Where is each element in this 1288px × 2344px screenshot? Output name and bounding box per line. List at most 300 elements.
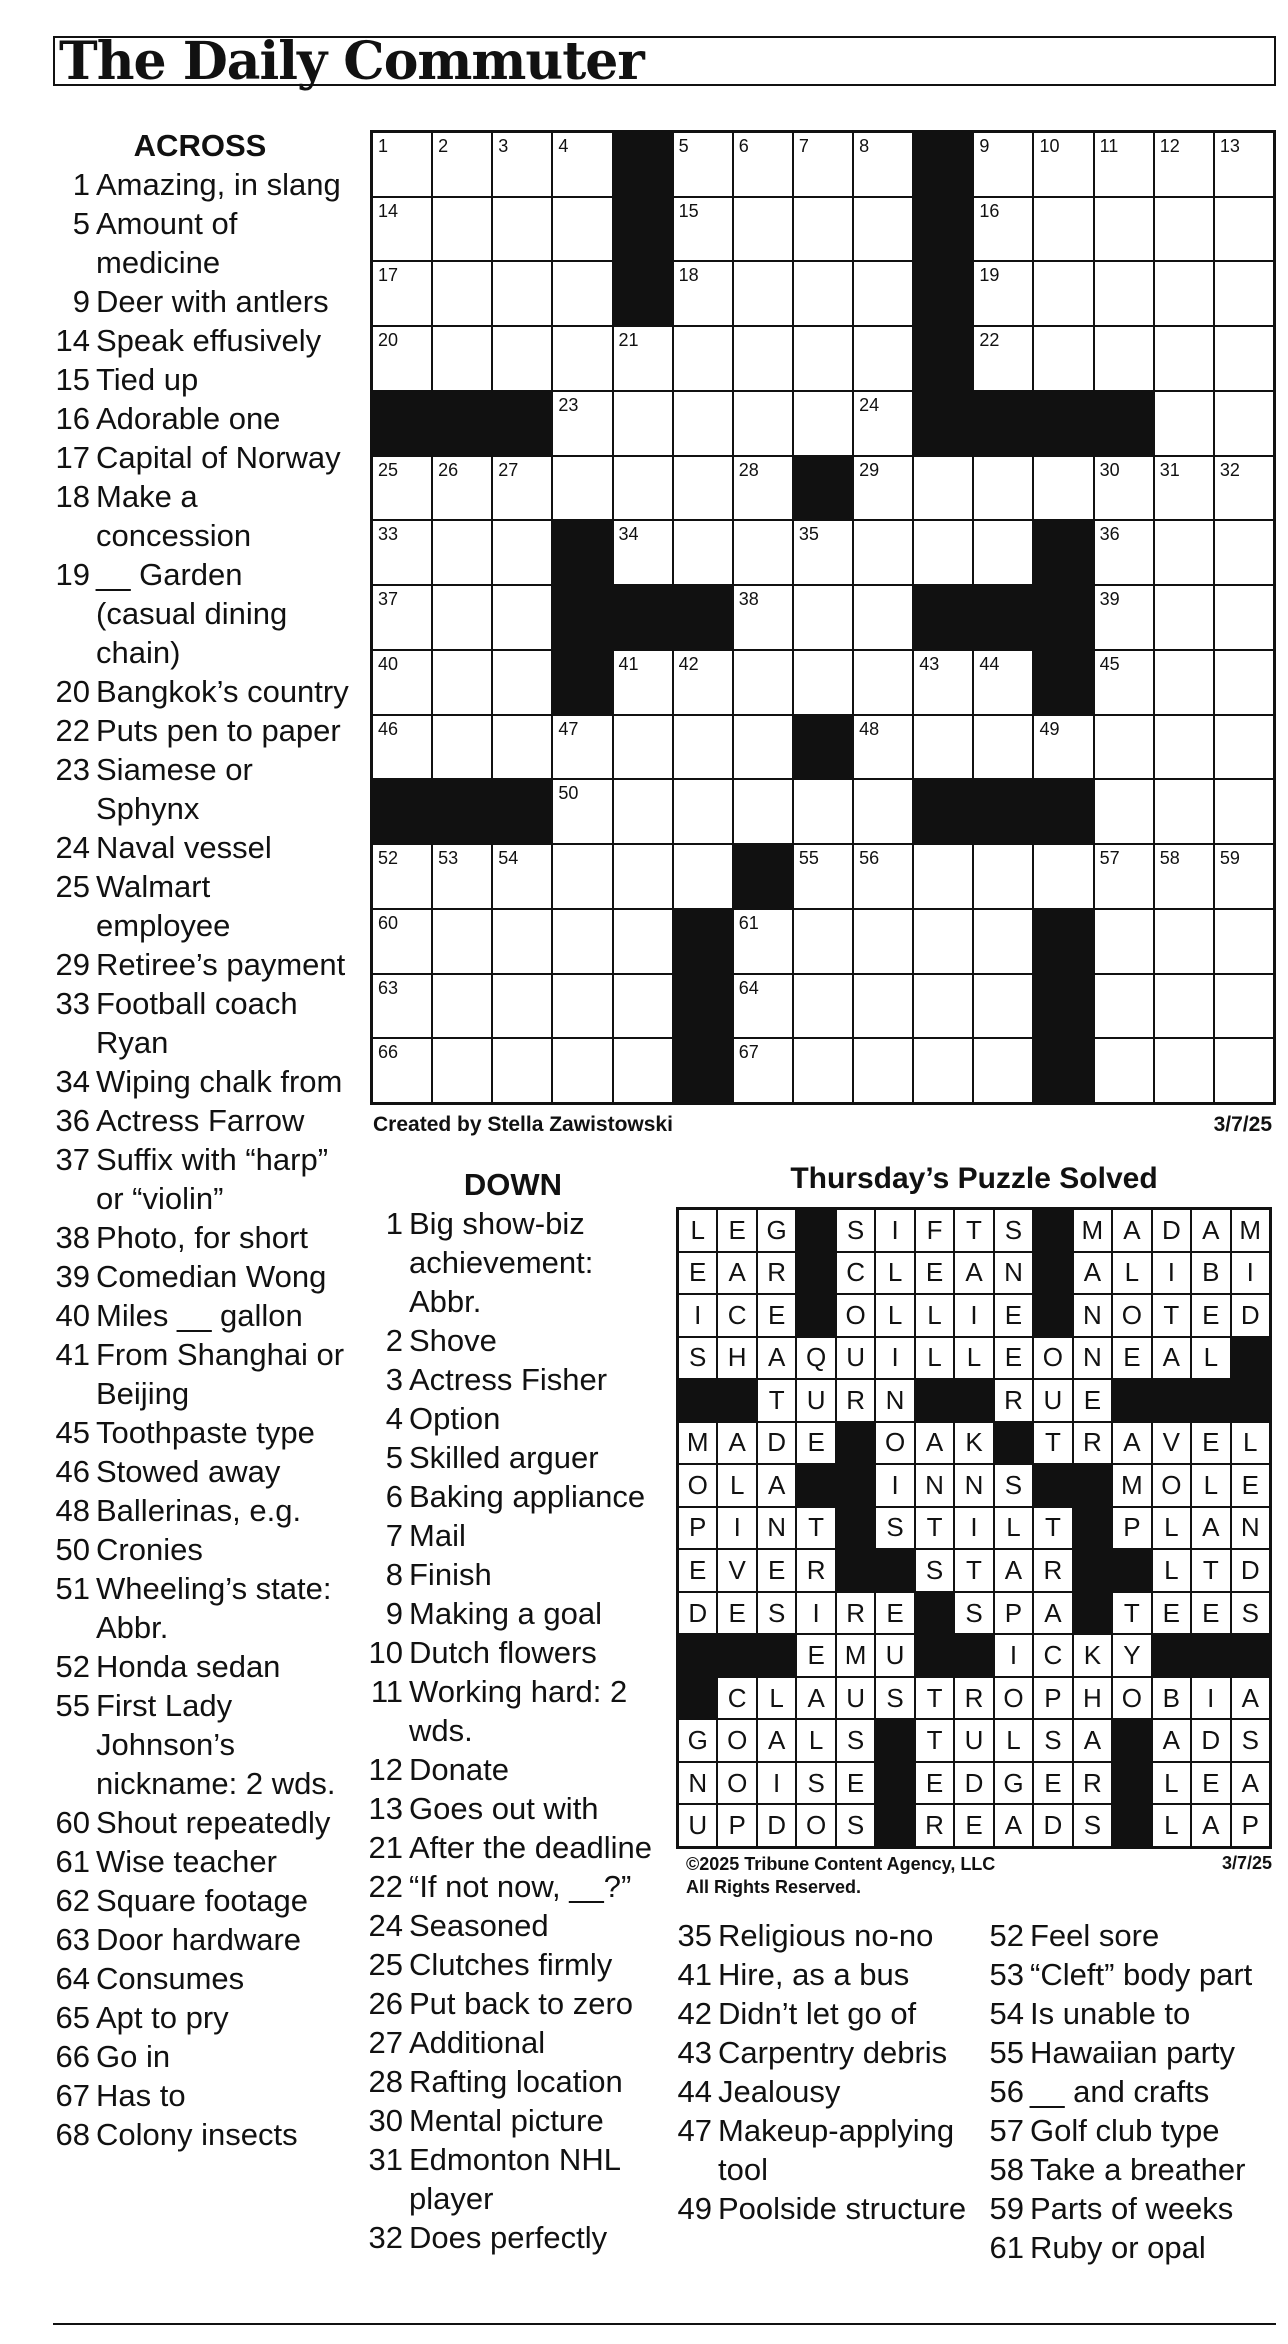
clue-text: Feel sore	[1030, 1918, 1160, 1953]
grid-cell[interactable]	[1095, 1039, 1153, 1102]
grid-cell[interactable]	[1215, 586, 1273, 649]
grid-cell[interactable]	[794, 586, 852, 649]
grid-cell[interactable]	[794, 910, 852, 973]
grid-cell[interactable]	[914, 521, 972, 584]
grid-cell[interactable]	[1095, 586, 1153, 649]
black-square	[614, 198, 672, 261]
clue-text: “Cleft” body part	[1030, 1957, 1253, 1992]
grid-cell[interactable]	[433, 586, 491, 649]
cell-number: 41	[618, 653, 639, 674]
cell-number: 20	[378, 330, 399, 351]
clue-item	[363, 1516, 663, 1555]
cell-number: 63	[378, 977, 399, 998]
clue-text: Clutches firmly	[409, 1947, 613, 1982]
grid-cell[interactable]	[1215, 975, 1273, 1038]
cell-number: 30	[1099, 459, 1120, 480]
clue-number: 10	[368, 1635, 403, 1670]
grid-cell[interactable]	[373, 845, 431, 908]
black-square	[553, 651, 611, 714]
grid-cell[interactable]	[373, 262, 431, 325]
grid-cell[interactable]	[373, 910, 431, 973]
answer-cell: I	[797, 1593, 834, 1634]
grid-cell[interactable]	[433, 198, 491, 261]
grid-cell[interactable]	[373, 975, 431, 1038]
grid-cell[interactable]	[1095, 716, 1153, 779]
cell-number: 54	[498, 848, 519, 869]
answer-cell: L	[1153, 1805, 1190, 1846]
grid-cell[interactable]	[373, 133, 431, 196]
grid-cell[interactable]	[553, 457, 611, 520]
grid-cell[interactable]	[1155, 327, 1213, 390]
clue-text: Football coach Ryan	[96, 986, 298, 1060]
grid-cell[interactable]	[1034, 457, 1092, 520]
grid-cell[interactable]	[553, 1039, 611, 1102]
grid-cell[interactable]	[373, 651, 431, 714]
clue-item	[672, 2111, 977, 2189]
clue-text: Toothpaste type	[96, 1415, 315, 1450]
grid-cell[interactable]	[794, 198, 852, 261]
answer-cell: A	[1192, 1210, 1229, 1251]
grid-cell[interactable]	[373, 198, 431, 261]
grid-cell[interactable]	[794, 521, 852, 584]
grid-cell[interactable]	[493, 262, 551, 325]
grid-cell[interactable]	[1095, 780, 1153, 843]
grid-cell[interactable]	[614, 975, 672, 1038]
answer-cell: S	[1232, 1593, 1269, 1634]
grid-cell[interactable]	[553, 133, 611, 196]
grid-cell[interactable]	[614, 780, 672, 843]
grid-cell[interactable]	[734, 521, 792, 584]
black-square	[373, 780, 431, 843]
clue-text: Retiree’s payment	[96, 947, 346, 982]
cell-number: 12	[1159, 136, 1180, 156]
clue-item	[363, 1360, 663, 1399]
grid-cell[interactable]	[373, 586, 431, 649]
grid-cell[interactable]	[734, 586, 792, 649]
grid-cell[interactable]	[433, 327, 491, 390]
clue-number: 43	[677, 2035, 712, 2070]
grid-cell[interactable]	[1034, 262, 1092, 325]
grid-cell[interactable]	[373, 327, 431, 390]
grid-cell[interactable]	[433, 133, 491, 196]
grid-cell[interactable]	[914, 457, 972, 520]
grid-cell[interactable]	[854, 910, 912, 973]
grid-cell[interactable]	[493, 910, 551, 973]
grid-cell[interactable]	[1095, 133, 1153, 196]
grid-cell[interactable]	[373, 457, 431, 520]
grid-cell[interactable]	[974, 327, 1032, 390]
clue-item	[984, 2033, 1284, 2072]
answer-cell: N	[1232, 1508, 1269, 1549]
grid-cell[interactable]	[553, 716, 611, 779]
grid-cell[interactable]	[1095, 845, 1153, 908]
answer-cell: P	[1113, 1508, 1150, 1549]
answer-cell: N	[758, 1508, 795, 1549]
grid-cell[interactable]	[674, 651, 732, 714]
grid-cell[interactable]	[1095, 327, 1153, 390]
grid-cell[interactable]	[1215, 327, 1273, 390]
grid-cell[interactable]	[1215, 392, 1273, 455]
clue-item	[50, 1959, 350, 1998]
black-square	[914, 586, 972, 649]
grid-cell[interactable]	[1095, 457, 1153, 520]
answer-cell: E	[995, 1295, 1032, 1336]
grid-cell[interactable]	[734, 133, 792, 196]
clue-item	[363, 1828, 663, 1867]
grid-cell[interactable]	[1095, 521, 1153, 584]
clue-number: 24	[368, 1908, 403, 1943]
clue-item	[50, 1452, 350, 1491]
grid-cell[interactable]	[974, 845, 1032, 908]
answer-cell: S	[916, 1550, 953, 1591]
grid-cell[interactable]	[493, 133, 551, 196]
grid-cell[interactable]	[1155, 133, 1213, 196]
grid-cell[interactable]	[433, 457, 491, 520]
grid-cell[interactable]	[1155, 975, 1213, 1038]
grid-cell[interactable]	[914, 910, 972, 973]
grid-cell[interactable]	[914, 975, 972, 1038]
grid-cell[interactable]	[674, 392, 732, 455]
grid-cell[interactable]	[493, 975, 551, 1038]
black-square	[1074, 1593, 1111, 1634]
grid-cell[interactable]	[1215, 910, 1273, 973]
grid-cell[interactable]	[974, 521, 1032, 584]
grid-cell[interactable]	[1095, 910, 1153, 973]
grid-cell[interactable]	[854, 198, 912, 261]
grid-cell[interactable]	[1155, 845, 1213, 908]
grid-cell[interactable]	[794, 780, 852, 843]
grid-cell[interactable]	[1095, 651, 1153, 714]
clue-item	[363, 2101, 663, 2140]
grid-cell[interactable]	[614, 1039, 672, 1102]
grid-cell[interactable]	[614, 845, 672, 908]
grid-cell[interactable]	[1215, 716, 1273, 779]
down-clue-list-continued-2	[984, 1916, 1284, 2267]
grid-cell[interactable]	[553, 392, 611, 455]
answer-cell: I	[758, 1763, 795, 1804]
grid-cell[interactable]	[974, 262, 1032, 325]
clue-item	[50, 1803, 350, 1842]
grid-cell[interactable]	[794, 651, 852, 714]
answer-cell: O	[995, 1678, 1032, 1719]
grid-cell[interactable]	[914, 716, 972, 779]
grid-cell[interactable]	[553, 910, 611, 973]
answer-cell: C	[718, 1295, 755, 1336]
grid-cell[interactable]	[734, 975, 792, 1038]
grid-cell[interactable]	[1215, 198, 1273, 261]
grid-cell[interactable]	[1215, 521, 1273, 584]
grid-cell[interactable]	[373, 1039, 431, 1102]
grid-cell[interactable]	[974, 651, 1032, 714]
clue-text: Seasoned	[409, 1908, 549, 1943]
grid-cell[interactable]	[433, 845, 491, 908]
grid-cell[interactable]	[734, 651, 792, 714]
clue-item	[50, 1140, 350, 1218]
cell-number: 26	[438, 459, 459, 480]
grid-cell[interactable]	[974, 457, 1032, 520]
grid-cell[interactable]	[493, 1039, 551, 1102]
grid-cell[interactable]	[1095, 975, 1153, 1038]
grid-cell[interactable]	[974, 910, 1032, 973]
grid-cell[interactable]	[974, 1039, 1032, 1102]
grid-cell[interactable]	[373, 521, 431, 584]
grid-cell[interactable]	[914, 1039, 972, 1102]
cell-number: 61	[738, 912, 759, 933]
grid-cell[interactable]	[794, 975, 852, 1038]
grid-cell[interactable]	[734, 780, 792, 843]
grid-cell[interactable]	[1215, 262, 1273, 325]
cell-number: 34	[618, 524, 639, 545]
grid-cell[interactable]	[794, 845, 852, 908]
clue-item	[50, 1530, 350, 1569]
clue-item	[50, 477, 350, 555]
grid-cell[interactable]	[1034, 845, 1092, 908]
answer-cell: V	[1153, 1423, 1190, 1464]
grid-cell[interactable]	[493, 521, 551, 584]
grid-cell[interactable]	[1095, 262, 1153, 325]
answer-cell: A	[995, 1550, 1032, 1591]
grid-cell[interactable]	[614, 651, 672, 714]
answer-cell: O	[1153, 1465, 1190, 1506]
answer-cell: D	[758, 1805, 795, 1846]
grid-cell[interactable]	[854, 457, 912, 520]
grid-cell[interactable]	[1155, 392, 1213, 455]
grid-cell[interactable]	[1155, 780, 1213, 843]
grid-cell[interactable]	[794, 262, 852, 325]
grid-cell[interactable]	[854, 1039, 912, 1102]
grid-cell[interactable]	[854, 521, 912, 584]
clue-text: Naval vessel	[96, 830, 272, 865]
grid-cell[interactable]	[433, 521, 491, 584]
grid-cell[interactable]	[674, 133, 732, 196]
grid-cell[interactable]	[433, 262, 491, 325]
grid-cell[interactable]	[734, 262, 792, 325]
cell-number: 22	[979, 330, 1000, 351]
grid-cell[interactable]	[794, 327, 852, 390]
grid-cell[interactable]	[974, 198, 1032, 261]
grid-cell[interactable]	[674, 780, 732, 843]
grid-cell[interactable]	[493, 845, 551, 908]
grid-cell[interactable]	[1215, 651, 1273, 714]
crossword-grid[interactable]	[370, 130, 1276, 1105]
clue-number: 40	[55, 1298, 90, 1333]
grid-cell[interactable]	[734, 910, 792, 973]
grid-cell[interactable]	[493, 198, 551, 261]
grid-cell[interactable]	[493, 457, 551, 520]
grid-cell[interactable]	[1034, 198, 1092, 261]
answer-cell: I	[876, 1465, 913, 1506]
grid-cell[interactable]	[433, 975, 491, 1038]
grid-cell[interactable]	[1155, 198, 1213, 261]
clue-item	[363, 1477, 663, 1516]
clue-text: Making a goal	[409, 1596, 603, 1631]
grid-cell[interactable]	[854, 392, 912, 455]
answer-cell: L	[876, 1295, 913, 1336]
grid-cell[interactable]	[734, 327, 792, 390]
grid-cell[interactable]	[1155, 716, 1213, 779]
cell-number: 32	[1219, 459, 1240, 480]
grid-cell[interactable]	[433, 1039, 491, 1102]
grid-cell[interactable]	[433, 910, 491, 973]
cell-number: 8	[859, 136, 870, 156]
grid-cell[interactable]	[674, 198, 732, 261]
answer-cell: L	[718, 1465, 755, 1506]
grid-cell[interactable]	[734, 392, 792, 455]
answer-cell: T	[758, 1380, 795, 1421]
grid-cell[interactable]	[1155, 651, 1213, 714]
answer-cell: A	[718, 1423, 755, 1464]
grid-cell[interactable]	[794, 133, 852, 196]
clue-item	[50, 1101, 350, 1140]
grid-cell[interactable]	[914, 651, 972, 714]
answer-cell: E	[1074, 1380, 1111, 1421]
grid-cell[interactable]	[974, 716, 1032, 779]
newspaper-title: The Daily Commuter	[59, 31, 644, 92]
grid-cell[interactable]	[493, 716, 551, 779]
answer-cell: L	[1192, 1465, 1229, 1506]
grid-cell[interactable]	[974, 133, 1032, 196]
black-square	[794, 457, 852, 520]
clue-text: Capital of Norway	[96, 440, 341, 475]
grid-cell[interactable]	[1215, 1039, 1273, 1102]
clue-text: Goes out with	[409, 1791, 599, 1826]
grid-cell[interactable]	[1155, 262, 1213, 325]
grid-cell[interactable]	[553, 845, 611, 908]
grid-cell[interactable]	[1095, 198, 1153, 261]
grid-cell[interactable]	[493, 586, 551, 649]
answer-cell: T	[955, 1210, 992, 1251]
clue-text: Make a concession	[96, 479, 252, 553]
grid-cell[interactable]	[614, 392, 672, 455]
black-square	[1153, 1635, 1190, 1676]
grid-cell[interactable]	[854, 975, 912, 1038]
clue-number: 5	[72, 206, 90, 241]
grid-cell[interactable]	[1215, 133, 1273, 196]
clue-item	[984, 1916, 1284, 1955]
answer-cell: E	[718, 1210, 755, 1251]
grid-cell[interactable]	[1155, 586, 1213, 649]
grid-cell[interactable]	[794, 392, 852, 455]
cell-number: 36	[1099, 524, 1120, 545]
grid-cell[interactable]	[614, 457, 672, 520]
grid-cell[interactable]	[734, 716, 792, 779]
grid-cell[interactable]	[614, 716, 672, 779]
grid-cell[interactable]	[854, 845, 912, 908]
grid-cell[interactable]	[553, 262, 611, 325]
answer-cell: R	[758, 1253, 795, 1294]
grid-cell[interactable]	[674, 845, 732, 908]
grid-cell[interactable]	[373, 716, 431, 779]
grid-cell[interactable]	[914, 845, 972, 908]
clue-text: Cronies	[96, 1532, 203, 1567]
grid-cell[interactable]	[854, 780, 912, 843]
clue-number: 34	[55, 1064, 90, 1099]
grid-cell[interactable]	[854, 327, 912, 390]
clue-text: Photo, for short	[96, 1220, 308, 1255]
answer-cell: L	[1113, 1253, 1150, 1294]
grid-cell[interactable]	[674, 716, 732, 779]
clue-text: Is unable to	[1030, 1996, 1191, 2031]
grid-cell[interactable]	[854, 651, 912, 714]
grid-cell[interactable]	[553, 198, 611, 261]
cell-number: 37	[378, 589, 399, 610]
grid-cell[interactable]	[854, 716, 912, 779]
grid-cell[interactable]	[674, 457, 732, 520]
grid-cell[interactable]	[553, 780, 611, 843]
cell-number: 39	[1099, 589, 1120, 610]
grid-cell[interactable]	[674, 327, 732, 390]
answer-cell: Y	[1113, 1635, 1150, 1676]
grid-cell[interactable]	[1155, 910, 1213, 973]
answer-cell: N	[679, 1763, 716, 1804]
grid-cell[interactable]	[1034, 716, 1092, 779]
grid-cell[interactable]	[974, 975, 1032, 1038]
answer-cell: L	[995, 1720, 1032, 1761]
grid-cell[interactable]	[734, 457, 792, 520]
grid-cell[interactable]	[433, 716, 491, 779]
black-square	[1034, 586, 1092, 649]
answer-cell: N	[876, 1380, 913, 1421]
grid-cell[interactable]	[493, 327, 551, 390]
grid-cell[interactable]	[734, 1039, 792, 1102]
answer-cell: O	[1113, 1295, 1150, 1336]
clue-item	[50, 1335, 350, 1413]
grid-cell[interactable]	[734, 198, 792, 261]
grid-cell[interactable]	[794, 1039, 852, 1102]
black-square	[797, 1253, 834, 1294]
clue-number: 18	[55, 479, 90, 514]
clue-number: 3	[385, 1362, 403, 1397]
clue-number: 26	[368, 1986, 403, 2021]
grid-cell[interactable]	[1215, 845, 1273, 908]
grid-cell[interactable]	[614, 327, 672, 390]
cell-number: 25	[378, 459, 399, 480]
clue-item	[50, 165, 350, 204]
clue-item	[50, 321, 350, 360]
grid-cell[interactable]	[674, 521, 732, 584]
grid-cell[interactable]	[854, 133, 912, 196]
clue-item	[984, 1955, 1284, 1994]
black-square	[1232, 1338, 1269, 1379]
black-square	[1074, 1550, 1111, 1591]
grid-cell[interactable]	[553, 327, 611, 390]
clue-number: 9	[72, 284, 90, 319]
grid-cell[interactable]	[854, 586, 912, 649]
grid-cell[interactable]	[674, 262, 732, 325]
answer-cell: I	[718, 1508, 755, 1549]
answer-cell: E	[679, 1550, 716, 1591]
clue-number: 37	[55, 1142, 90, 1177]
black-square	[974, 586, 1032, 649]
answer-cell: K	[1074, 1635, 1111, 1676]
grid-cell[interactable]	[1034, 327, 1092, 390]
grid-cell[interactable]	[1034, 133, 1092, 196]
answer-cell: R	[995, 1380, 1032, 1421]
black-square	[876, 1763, 913, 1804]
grid-cell[interactable]	[614, 521, 672, 584]
grid-cell[interactable]	[1155, 1039, 1213, 1102]
grid-cell[interactable]	[854, 262, 912, 325]
grid-cell[interactable]	[493, 651, 551, 714]
clue-item	[984, 2189, 1284, 2228]
grid-cell[interactable]	[433, 651, 491, 714]
grid-cell[interactable]	[553, 975, 611, 1038]
grid-cell[interactable]	[614, 910, 672, 973]
grid-cell[interactable]	[1155, 521, 1213, 584]
grid-cell[interactable]	[1215, 457, 1273, 520]
grid-cell[interactable]	[1215, 780, 1273, 843]
grid-cell[interactable]	[1155, 457, 1213, 520]
